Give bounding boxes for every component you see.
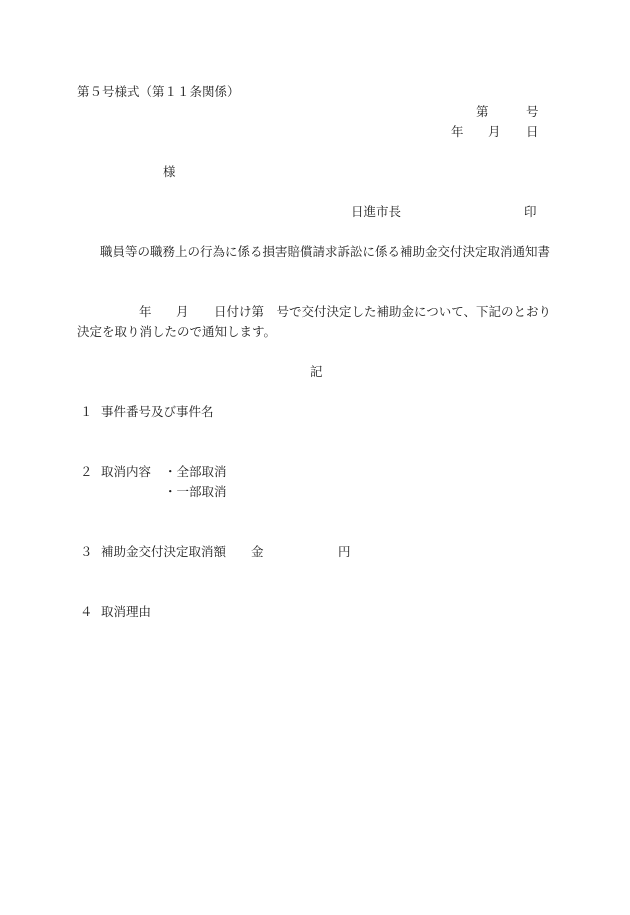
item-1-number: １ [80,404,93,419]
doc-number-go: 号 [526,104,539,119]
body-line1-rest: 日付け第 号で交付決定した補助金について、下記のとおり [214,304,552,319]
item-3-number: ３ [80,544,93,559]
date-month: 月 [488,124,501,139]
ki-heading: 記 [310,364,323,379]
body-month: 月 [176,304,189,319]
body-line2: 決定を取り消したので通知します。 [77,324,277,339]
item-3-kin: 金 [251,544,264,559]
item-3-yen: 円 [338,544,351,559]
addressee-suffix: 様 [163,164,176,179]
issuer-name: 日進市長 [351,204,402,219]
date-day: 日 [526,124,539,139]
date-year: 年 [451,124,464,139]
item-4-label: 取消理由 [101,604,152,619]
item-2-label: 取消内容 [101,464,152,479]
item-4-number: ４ [80,604,93,619]
item-1-label: 事件番号及び事件名 [101,404,214,419]
form-number: 第５号様式（第１１条関係） [77,84,240,99]
body-year: 年 [139,304,152,319]
doc-number-dai: 第 [476,104,489,119]
seal-mark: 印 [524,204,537,219]
item-2-number: ２ [80,464,93,479]
document-title: 職員等の職務上の行為に係る損害賠償請求訴訟に係る補助金交付決定取消通知書 [100,244,551,259]
item-2-option-full: ・全部取消 [164,464,227,479]
item-2-option-partial: ・一部取消 [164,484,227,499]
item-3-label: 補助金交付決定取消額 [101,544,227,559]
